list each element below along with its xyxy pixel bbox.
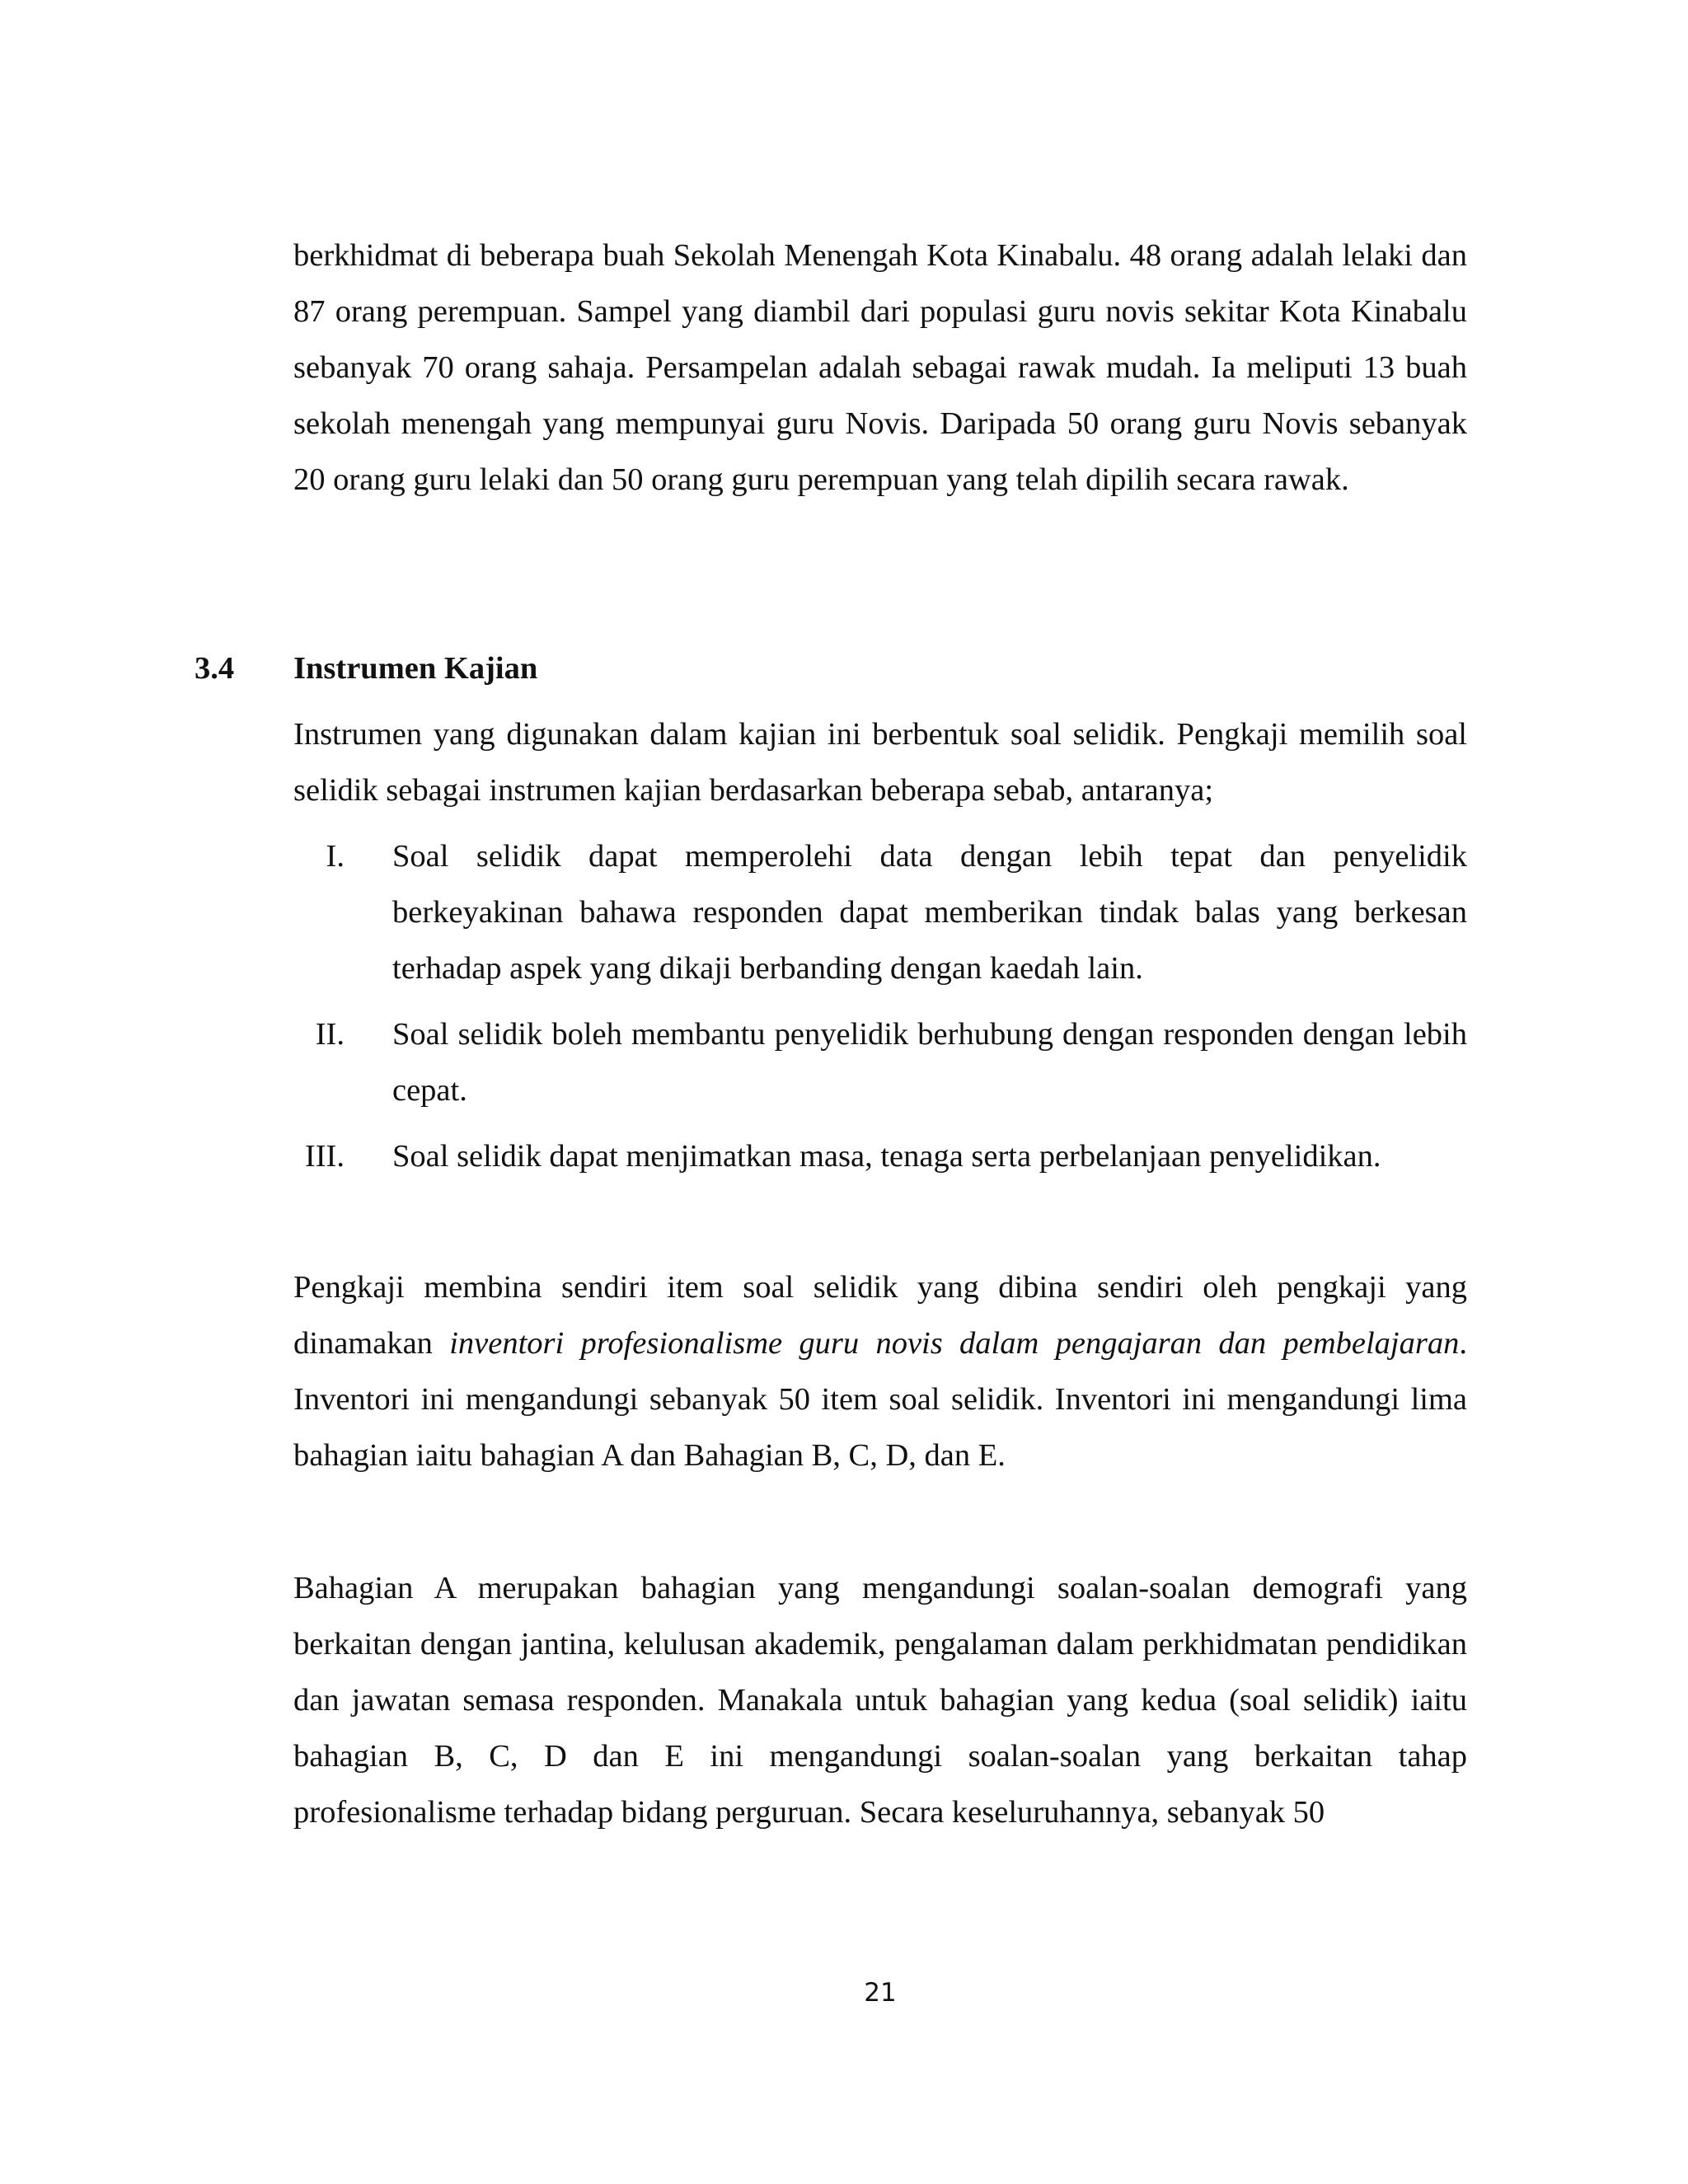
paragraph-section-a: Bahagian A merupakan bahagian yang mengandungi soalan-soalan demografi yang berkaitan dengan jantina, kelulusan akademik, pengalaman dalam perkhidmatan pendidikan dan jawatan semasa responden. Manakala untuk bahagian yang kedua (soal selidik) iaitu bahagian B, C, D dan E ini mengandungi soalan-soalan yang berkaitan tahap profesionalisme terhadap bidang perguruan. Secara keseluruhannya, sebanyak 50 [293, 1571, 1467, 1830]
paragraph-inventory [293, 1259, 1467, 1483]
list-item-text: Soal selidik dapat menjimatkan masa, tenaga serta perbelanjaan penyelidikan. [392, 1139, 1381, 1174]
list-item [293, 1128, 1467, 1184]
reasons-list [293, 828, 1467, 1184]
page-number: 21 [864, 1978, 897, 2008]
paragraph-sample-description: berkhidmat di beberapa buah Sekolah Menengah Kota Kinabalu. 48 orang adalah lelaki dan 87 orang perempuan. Sampel yang diambil dari populasi guru novis sekitar Kota Kinabalu sebanyak 70 orang sahaja. Persampelan adalah sebagai rawak mudah. Ia meliputi 13 buah sekolah menengah yang mempunyai guru Novis. Daripada 50 orang guru Novis sebanyak 20 orang guru lelaki dan 50 orang guru perempuan yang telah dipilih secara rawak. [293, 238, 1467, 497]
list-item [293, 1006, 1467, 1118]
list-item [293, 828, 1467, 996]
list-item-text: Soal selidik boleh membantu penyelidik berhubung dengan responden dengan lebih cepat. [392, 1017, 1467, 1108]
list-numeral: I. [326, 839, 345, 874]
list-numeral: III. [304, 1139, 345, 1174]
section-title: Instrumen Kajian [293, 651, 538, 686]
section-number: 3.4 [195, 651, 235, 686]
list-numeral: II. [315, 1017, 345, 1052]
list-item-text: Soal selidik dapat memperolehi data dengan lebih tepat dan penyelidik berkeyakinan bahawa responden dapat memberikan tindak balas yang berkesan terhadap aspek yang dikaji berbanding dengan kaedah lain. [392, 839, 1467, 986]
inventory-name-italic: inventori profesionalisme guru novis dalam pengajaran dan pembelajaran [449, 1326, 1460, 1361]
paragraph-instrument-intro: Instrumen yang digunakan dalam kajian ini berbentuk soal selidik. Pengkaji memilih soal selidik sebagai instrumen kajian berdasarkan beberapa sebab, antaranya; [293, 717, 1467, 808]
paragraph-inventory-text-end: . Inventori ini mengandungi sebanyak 50 item soal selidik. Inventori ini mengandungi lima bahagian iaitu bahagian A dan Bahagian B, C, D, dan E. [293, 1326, 1467, 1473]
paragraph-inventory-text-start: Pengkaji membina sendiri item soal selidik yang dibina sendiri oleh pengkaji yang dinamakan [293, 1270, 1467, 1361]
